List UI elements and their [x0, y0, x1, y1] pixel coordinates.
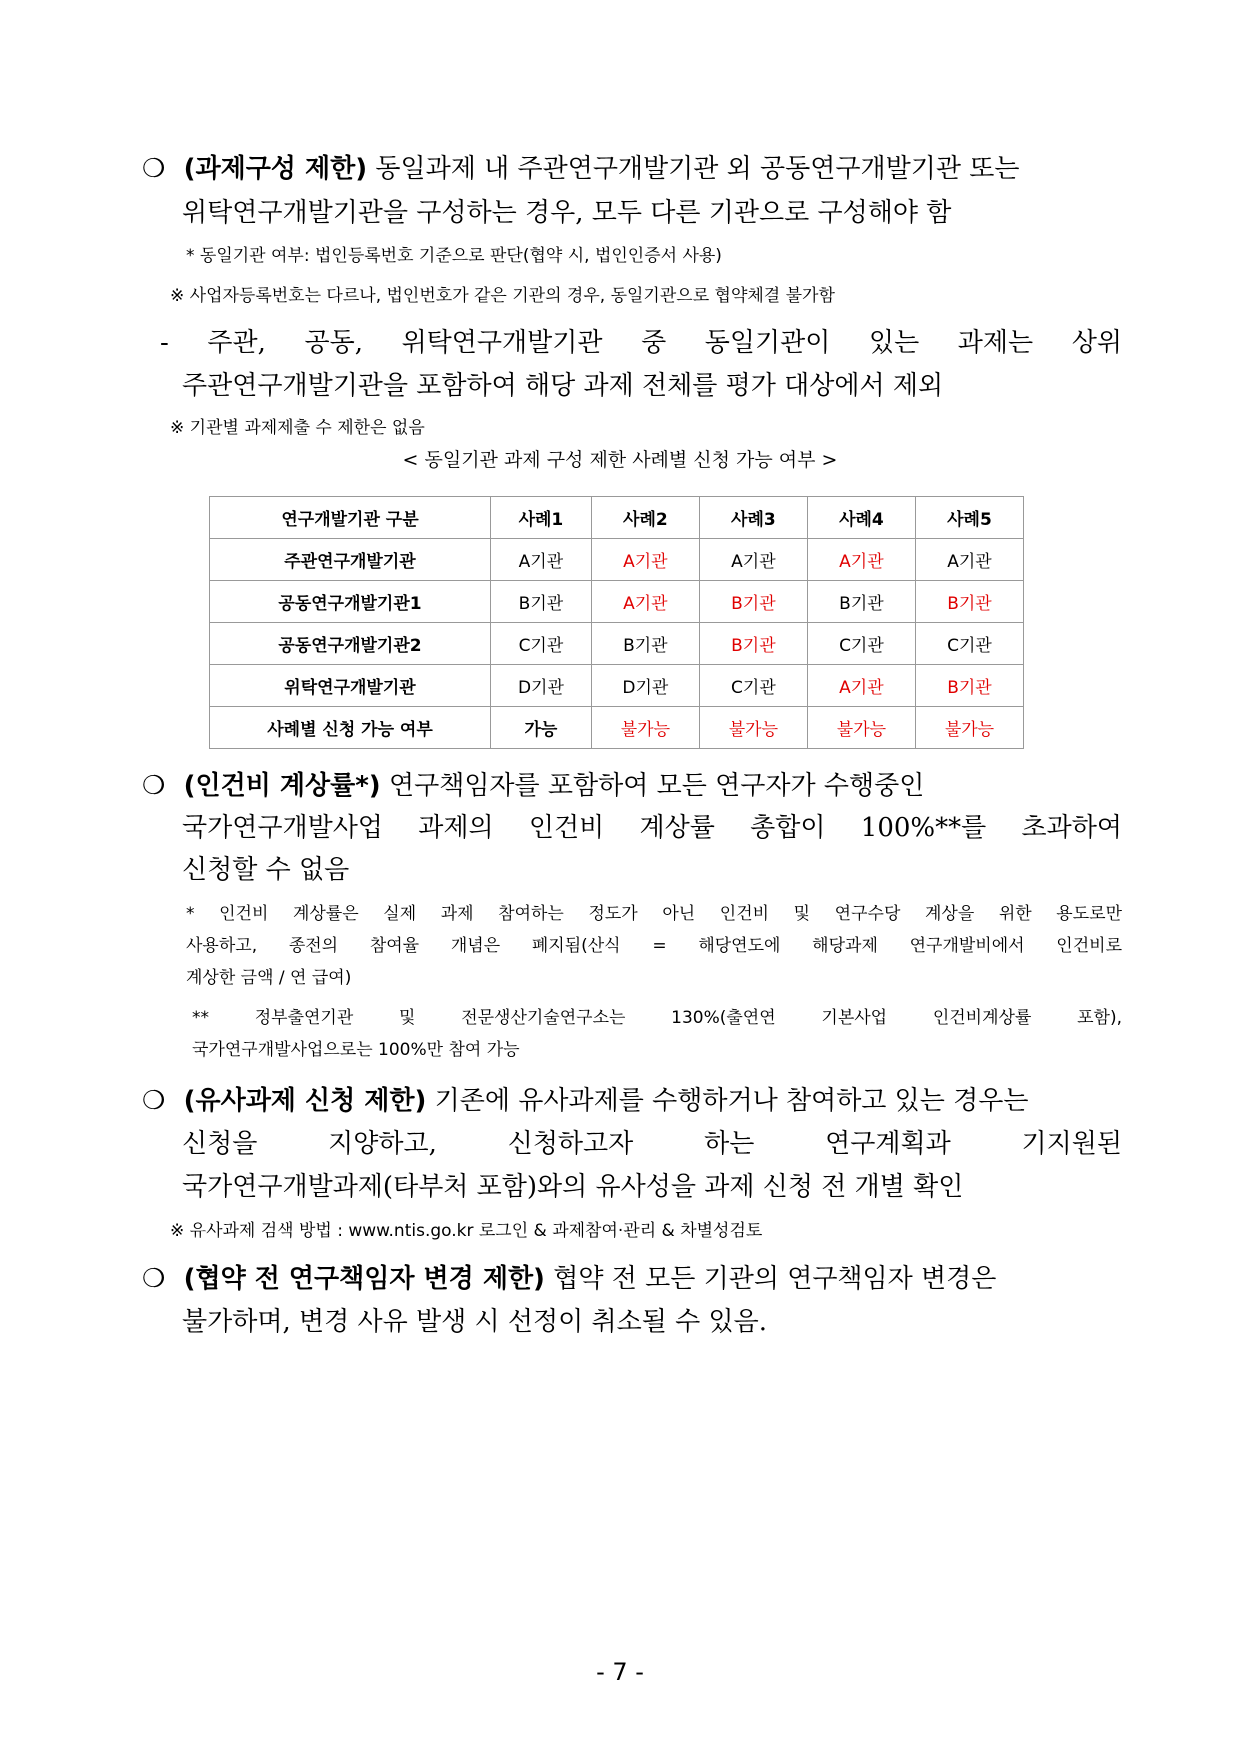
table-cell: 가능: [491, 707, 592, 749]
table-cell: 불가능: [915, 707, 1023, 749]
section2-heading: (인건비 계상률*): [183, 771, 381, 801]
section4-heading: (협약 전 연구책임자 변경 제한): [183, 1264, 545, 1294]
circle-bullet-icon: ❍: [142, 1086, 166, 1116]
table-cell: B기관: [491, 581, 592, 623]
table-row: [210, 539, 1024, 581]
table-header-cell: 사례1: [491, 497, 592, 539]
table-cell: A기관: [807, 665, 915, 707]
section1-note1: * 동일기관 여부: 법인등록번호 기준으로 판단(협약 시, 법인인증서 사용): [186, 246, 722, 266]
table-cell: C기관: [915, 623, 1023, 665]
table-cell: D기관: [591, 665, 699, 707]
section2-line1: [142, 763, 1122, 809]
table-header-cell: 사례5: [915, 497, 1023, 539]
section3-line3: 국가연구개발과제(타부처 포함)와의 유사성을 과제 신청 전 개별 확인: [182, 1172, 964, 1202]
table-row: [210, 665, 1024, 707]
table-row: [210, 581, 1024, 623]
table-cell: B기관: [807, 581, 915, 623]
section2-note2-line1: ** 정부출연기관 및 전문생산기술연구소는 130%(출연연 기본사업 인건비계상률 포함),: [192, 1008, 1122, 1028]
section1-note2: ※ 사업자등록번호는 다르나, 법인번호가 같은 기관의 경우, 동일기관으로 협약체결 불가함: [170, 286, 835, 306]
table-cell: C기관: [699, 665, 807, 707]
section3-heading: (유사과제 신청 제한): [183, 1086, 427, 1116]
circle-bullet-icon: ❍: [142, 1264, 166, 1294]
table-caption: < 동일기관 과제 구성 제한 사례별 신청 가능 여부 >: [402, 449, 838, 471]
section1-note3: ※ 기관별 과제제출 수 제한은 없음: [170, 418, 425, 438]
section2-note1-line3: 계상한 금액 / 연 급여): [186, 968, 352, 988]
table-cell: B기관: [915, 581, 1023, 623]
table-cell: C기관: [491, 623, 592, 665]
table-header-cell: 연구개발기관 구분: [210, 497, 491, 539]
section4-line2: 불가하며, 변경 사유 발생 시 선정이 취소될 수 있음.: [182, 1307, 767, 1337]
section1-line1: [142, 146, 1122, 192]
row-label: 공동연구개발기관2: [210, 623, 491, 665]
table-header-row: [210, 497, 1024, 539]
section2-line2: 국가연구개발사업 과제의 인건비 계상률 총합이 100%**를 초과하여: [182, 813, 1122, 843]
table-cell: 불가능: [807, 707, 915, 749]
circle-bullet-icon: ❍: [142, 771, 166, 801]
table-row: [210, 623, 1024, 665]
table-cell: A기관: [915, 539, 1023, 581]
table-cell: A기관: [591, 581, 699, 623]
table-cell: B기관: [591, 623, 699, 665]
section3-note1: ※ 유사과제 검색 방법 : www.ntis.go.kr 로그인 & 과제참여·관리 & 차별성검토: [170, 1221, 763, 1241]
table-cell: 불가능: [699, 707, 807, 749]
section1-dash-line1: - 주관, 공동, 위탁연구개발기관 중 동일기관이 있는 과제는 상위: [160, 328, 1122, 358]
table-cell: D기관: [491, 665, 592, 707]
section1-heading: (과제구성 제한): [183, 154, 368, 184]
section1-line2: 위탁연구개발기관을 구성하는 경우, 모두 다른 기관으로 구성해야 함: [182, 198, 952, 228]
section3-line2: 신청을 지양하고, 신청하고자 하는 연구계획과 기지원된: [182, 1129, 1122, 1159]
section2-line1-text: 연구책임자를 포함하여 모든 연구자가 수행중인: [380, 771, 925, 801]
row-label: 위탁연구개발기관: [210, 665, 491, 707]
table-cell: B기관: [699, 581, 807, 623]
circle-bullet-icon: ❍: [142, 154, 166, 184]
section2-note2-line2: 국가연구개발사업으로는 100%만 참여 가능: [192, 1040, 520, 1060]
row-label: 사례별 신청 가능 여부: [210, 707, 491, 749]
row-label: 공동연구개발기관1: [210, 581, 491, 623]
section1-line1-text: 동일과제 내 주관연구개발기관 외 공동연구개발기관 또는: [367, 154, 1020, 184]
table-row: [210, 707, 1024, 749]
page-number: - 7 -: [596, 1658, 644, 1686]
table-cell: 불가능: [591, 707, 699, 749]
row-label: 주관연구개발기관: [210, 539, 491, 581]
section3-line1-text: 기존에 유사과제를 수행하거나 참여하고 있는 경우는: [426, 1086, 1029, 1116]
section2-note1-line1: * 인건비 계상률은 실제 과제 참여하는 정도가 아닌 인건비 및 연구수당 계상을 위한 용도로만: [186, 904, 1122, 924]
section4-line1-text: 협약 전 모든 기관의 연구책임자 변경은: [544, 1264, 997, 1294]
section4-line1: [142, 1256, 1122, 1302]
section3-line1: [142, 1078, 1122, 1124]
table-header-cell: 사례4: [807, 497, 915, 539]
case-table: [209, 496, 1024, 749]
section2-line3: 신청할 수 없음: [182, 855, 350, 885]
section2-note1-line2: 사용하고, 종전의 참여율 개념은 폐지됨(산식 = 해당연도에 해당과제 연구개발비에서 인건비로: [186, 936, 1122, 956]
table-cell: A기관: [491, 539, 592, 581]
table-cell: A기관: [591, 539, 699, 581]
table-header-cell: 사례3: [699, 497, 807, 539]
table-cell: B기관: [699, 623, 807, 665]
table-cell: B기관: [915, 665, 1023, 707]
table-header-cell: 사례2: [591, 497, 699, 539]
section1-dash-line2: 주관연구개발기관을 포함하여 해당 과제 전체를 평가 대상에서 제외: [182, 371, 944, 401]
table-cell: A기관: [699, 539, 807, 581]
table-cell: A기관: [807, 539, 915, 581]
table-cell: C기관: [807, 623, 915, 665]
